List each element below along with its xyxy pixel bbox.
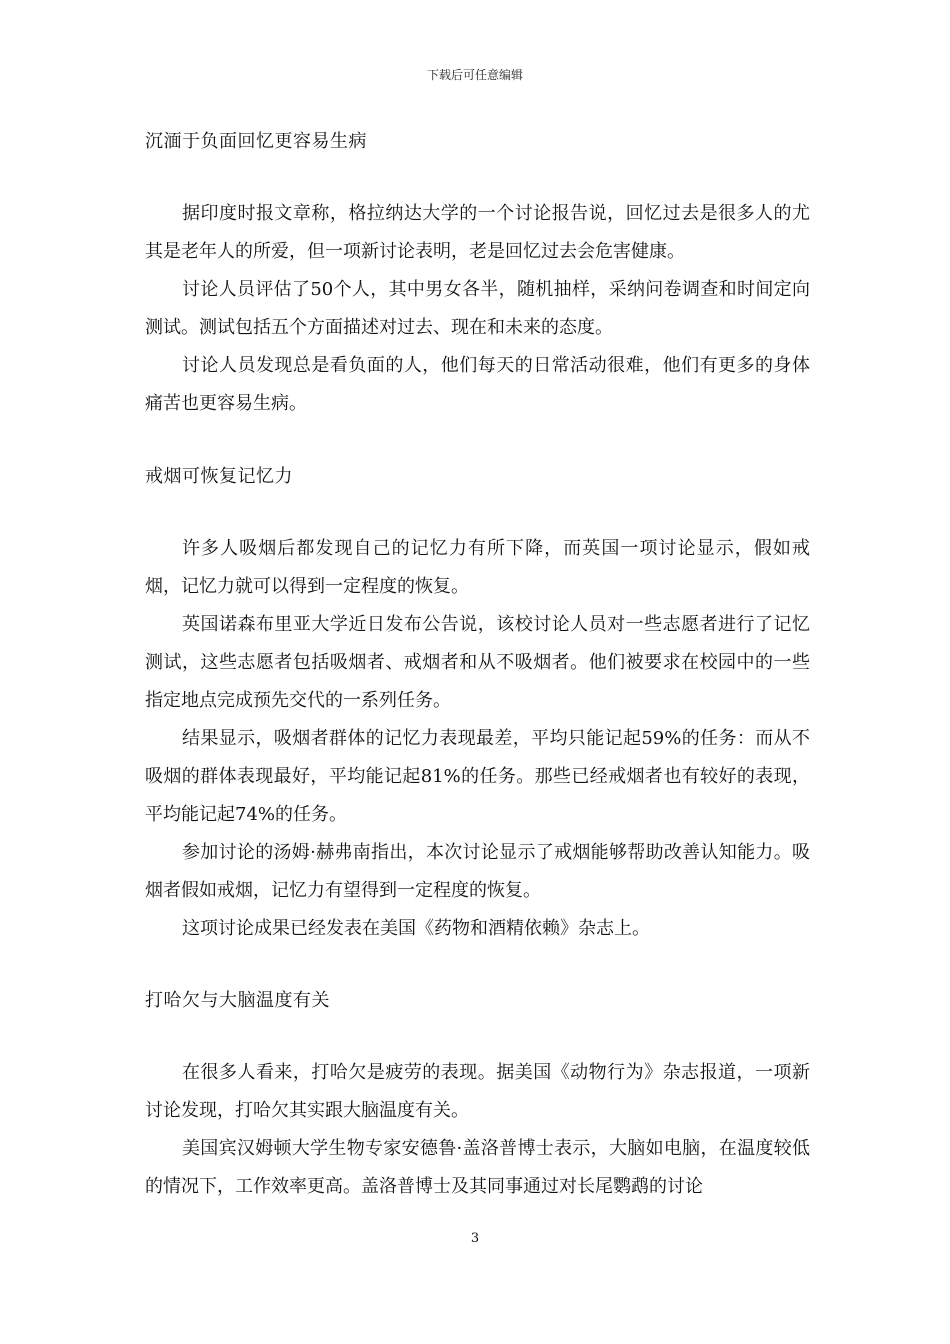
section-heading-2: 戒烟可恢复记忆力 [145, 466, 293, 487]
paragraph: 据印度时报文章称，格拉纳达大学的一个讨论报告说，回忆过去是很多人的尤其是老年人的所爱，但一项新讨论表明，老是回忆过去会危害健康。 [145, 203, 810, 262]
page-header: 下载后可任意编辑 [426, 68, 523, 82]
paragraph: 参加讨论的汤姆·赫弗南指出，本次讨论显示了戒烟能够帮助改善认知能力。吸烟者假如戒烟，记忆力有望得到一定程度的恢复。 [145, 842, 810, 901]
paragraph: 讨论人员发现总是看负面的人，他们每天的日常活动很难，他们有更多的身体痛苦也更容易生病。 [145, 355, 810, 414]
paragraph: 结果显示，吸烟者群体的记忆力表现最差，平均只能记起59%的任务：而从不吸烟的群体表现最好，平均能记起81%的任务。那些已经戒烟者也有较好的表现，平均能记起74%的任务。 [145, 728, 810, 825]
section-body-2 [145, 530, 810, 948]
paragraph: 这项讨论成果已经发表在美国《药物和酒精依赖》杂志上。 [182, 918, 650, 939]
section-body-1 [145, 195, 810, 423]
paragraph: 许多人吸烟后都发现自己的记忆力有所下降，而英国一项讨论显示，假如戒烟，记忆力就可以得到一定程度的恢复。 [145, 538, 810, 597]
page-number: 3 [470, 1231, 480, 1246]
paragraph: 英国诺森布里亚大学近日发布公告说，该校讨论人员对一些志愿者进行了记忆测试，这些志愿者包括吸烟者、戒烟者和从不吸烟者。他们被要求在校园中的一些指定地点完成预先交代的一系列任务。 [145, 614, 810, 711]
paragraph: 美国宾汉姆顿大学生物专家安德鲁·盖洛普博士表示，大脑如电脑，在温度较低的情况下，工作效率更高。盖洛普博士及其同事通过对长尾鹦鹉的讨论 [145, 1138, 810, 1197]
paragraph: 在很多人看来，打哈欠是疲劳的表现。据美国《动物行为》杂志报道，一项新讨论发现，打哈欠其实跟大脑温度有关。 [145, 1062, 810, 1121]
section-heading-3: 打哈欠与大脑温度有关 [145, 990, 330, 1011]
paragraph: 讨论人员评估了50个人，其中男女各半，随机抽样，采纳问卷调查和时间定向测试。测试包括五个方面描述对过去、现在和未来的态度。 [145, 279, 810, 338]
section-body-3 [145, 1054, 810, 1206]
section-heading-1: 沉湎于负面回忆更容易生病 [145, 131, 367, 152]
